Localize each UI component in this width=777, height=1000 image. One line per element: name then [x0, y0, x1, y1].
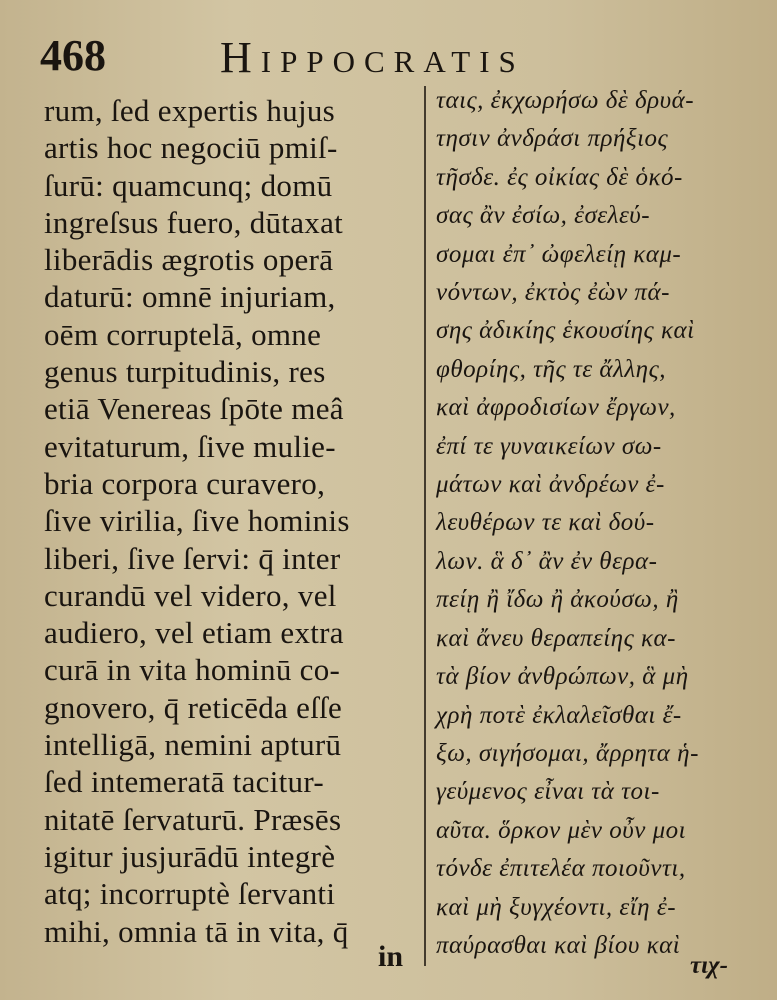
latin-text-line: liberādis ægrotis operā: [44, 242, 334, 278]
greek-text-line: φθορίης, τῆς τε ἄλλης,: [436, 355, 666, 383]
running-title: Hippocratis: [220, 33, 525, 82]
latin-text-line: ſed intemeratā tacitur-: [44, 764, 324, 800]
latin-text-line: atq; incorruptè ſervanti: [44, 876, 336, 912]
latin-text-line: liberi, ſive ſervi: q̄ inter: [44, 540, 341, 576]
greek-text-line: σομαι ἐπ᾽ ὠφελείῃ καμ-: [436, 240, 682, 268]
greek-text-line: ξω, σιγήσομαι, ἄρρητα ἡ-: [436, 739, 699, 767]
greek-text-line: λων. ἃ δ᾽ ἂν ἐν θερα-: [436, 547, 658, 575]
latin-text-line: daturū: omnē injuriam,: [44, 279, 336, 315]
latin-text-line: oēm corruptelā, omne: [44, 316, 322, 352]
greek-text-line: νόντων, ἐκτὸς ἐὼν πά-: [436, 279, 670, 307]
greek-text-line: τὰ βίον ἀνθρώπων, ἃ μὴ: [436, 663, 689, 691]
latin-text-line: curā in vita hominū co-: [44, 652, 341, 688]
greek-text-line: γεύμενος εἶναι τὰ τοι-: [436, 778, 660, 806]
latin-text-line: nitatē ſervaturū. Præsēs: [44, 801, 342, 837]
greek-text-line: ταις, ἐκχωρήσω δὲ δρυά-: [436, 87, 695, 114]
greek-catchword: τιχ-: [690, 952, 728, 979]
latin-column: [44, 92, 419, 950]
greek-text-line: ἐπί τε γυναικείων σω-: [436, 432, 662, 460]
greek-text-line: τησιν ἀνδράσι πρήξιος: [436, 125, 669, 153]
page-header: [40, 30, 737, 90]
latin-text-line: intelligā, nemini apturū: [44, 727, 342, 763]
greek-text-line: αῦτα. ὅρκον μὲν οὖν μοι: [436, 816, 687, 844]
greek-text-line: καὶ ἄνευ θεραπείης κα-: [436, 624, 676, 652]
latin-text-line: igitur jusjurādū integrè: [44, 838, 336, 874]
latin-text-line: rum, ſed expertis hujus: [44, 93, 336, 128]
greek-text-line: σης ἀδικίης ἑκουσίης καὶ: [436, 317, 695, 345]
greek-text-line: τόνδε ἐπιτελέα ποιοῦντι,: [436, 855, 686, 883]
latin-text-line: ſurū: quamcunq; domū: [44, 167, 333, 203]
latin-text-line: mihi, omnia tā in vita, q̄: [44, 913, 349, 949]
greek-text-line: λευθέρων τε καὶ δού-: [436, 509, 655, 537]
greek-text-line: χρὴ ποτὲ ἐκλαλεῖσθαι ἔ-: [436, 701, 682, 729]
greek-text-line: καὶ μὴ ξυγχέοντι, εἴη ἐ-: [436, 893, 677, 921]
latin-text-line: bria corpora curavero,: [44, 465, 326, 501]
page-number: 468: [40, 31, 106, 80]
latin-text-line: gnovero, q̄ reticēda eſſe: [44, 689, 343, 725]
column-divider: [424, 86, 426, 966]
greek-column: [436, 82, 758, 965]
latin-text-line: ſive virilia, ſive hominis: [44, 503, 350, 539]
latin-text-line: artis hoc negociū pmiſ-: [44, 130, 338, 166]
latin-text-line: genus turpitudinis, res: [44, 354, 326, 390]
greek-text-line: σας ἂν ἐσίω, ἐσελεύ-: [436, 202, 651, 230]
latin-text-line: audiero, vel etiam extra: [44, 615, 344, 651]
greek-text-line: καὶ ἀφροδισίων ἔργων,: [436, 394, 676, 422]
latin-text-line: etiā Venereas ſpōte meâ: [44, 391, 344, 427]
latin-text-line: ingreſsus fuero, dūtaxat: [44, 204, 344, 240]
latin-text-line: curandū vel videro, vel: [44, 577, 337, 613]
greek-text-line: τῆσδε. ἐς οἰκίας δὲ ὁκό-: [436, 163, 683, 191]
latin-catchword: in: [378, 940, 404, 973]
greek-text-line: μάτων καὶ ἀνδρέων ἐ-: [436, 471, 665, 499]
latin-text-line: evitaturum, ſive mulie-: [44, 428, 336, 464]
greek-text-line: πείῃ ἢ ἴδω ἢ ἀκούσω, ἢ: [436, 586, 679, 614]
greek-text-line: παύρασθαι καὶ βίου καὶ: [436, 931, 681, 959]
